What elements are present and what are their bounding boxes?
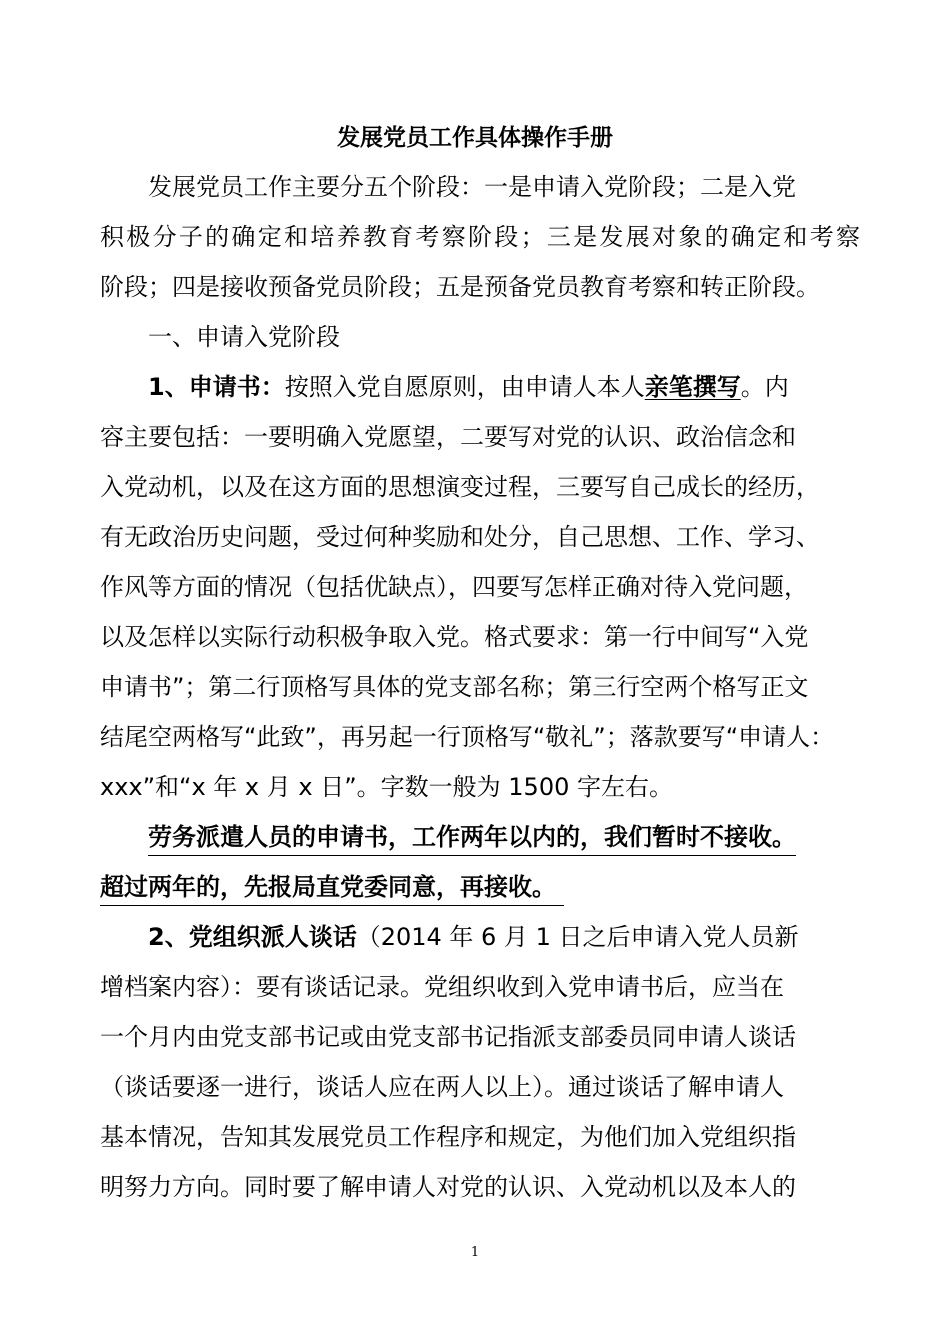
item2-note: （2014 年 6 月 1 日之后申请入党人员新 — [356, 923, 799, 951]
notice-line — [100, 867, 860, 907]
item1-label: 1、申请书： — [148, 373, 285, 401]
intro-line: 积极分子的确定和培养教育考察阶段；三是发展对象的确定和考察 — [100, 223, 860, 251]
intro-line: 阶段；四是接收预备党员阶段；五是预备党员教育考察和转正阶段。 — [100, 273, 820, 301]
item2-line: 基本情况，告知其发展党员工作程序和规定，为他们加入党组织指 — [100, 1123, 796, 1151]
item1-line: 入党动机，以及在这方面的思想演变过程，三要写自己成长的经历， — [100, 473, 820, 501]
item2-label: 2、党组织派人谈话 — [148, 923, 357, 951]
item1-line: xxx”和“x 年 x 月 x 日”。字数一般为 1500 字左右。 — [100, 773, 673, 801]
notice-text: 劳务派遣人员的申请书，工作两年以内的，我们暂时不接收。 — [148, 819, 796, 856]
item1-line: 容主要包括：一要明确入党愿望，二要写对党的认识、政治信念和 — [100, 423, 796, 451]
intro-line: 发展党员工作主要分五个阶段：一是申请入党阶段；二是入党 — [148, 173, 796, 201]
item2-line: 一个月内由党支部书记或由党支部书记指派支部委员同申请人谈话 — [100, 1023, 796, 1051]
item2-line: （谈话要逐一进行，谈话人应在两人以上）。通过谈话了解申请人 — [100, 1073, 784, 1101]
page-number: 1 — [470, 1245, 480, 1260]
item1-line: 作风等方面的情况（包括优缺点），四要写怎样正确对待入党问题， — [100, 573, 808, 601]
item2-first-line — [148, 917, 860, 957]
section-heading: 一、申请入党阶段 — [148, 323, 340, 351]
item1-lead: 按照入党自愿原则，由申请人本人 — [284, 373, 645, 401]
item1-line: 申请书”；第二行顶格写具体的党支部名称；第三行空两个格写正文 — [100, 673, 809, 701]
page-title: 发展党员工作具体操作手册 — [337, 125, 613, 151]
item1-line: 有无政治历史问题，受过何种奖励和处分，自己思想、工作、学习、 — [100, 523, 820, 551]
item1-tail: 。内 — [740, 373, 789, 401]
item1-emphasis: 亲笔撰写 — [644, 373, 741, 401]
item1-first-line — [148, 367, 860, 407]
item1-line: 以及怎样以实际行动积极争取入党。格式要求：第一行中间写“入党 — [100, 623, 809, 651]
notice-text: 超过两年的，先报局直党委同意，再接收。 — [100, 869, 564, 906]
item2-line: 明努力方向。同时要了解申请人对党的认识、入党动机以及本人的 — [100, 1173, 796, 1201]
notice-line — [148, 817, 852, 857]
item1-line: 结尾空两格写“此致”，再另起一行顶格写“敬礼”；落款要写“申请人： — [100, 723, 835, 751]
item2-line: 增档案内容）：要有谈话记录。党组织收到入党申请书后，应当在 — [100, 973, 784, 1001]
